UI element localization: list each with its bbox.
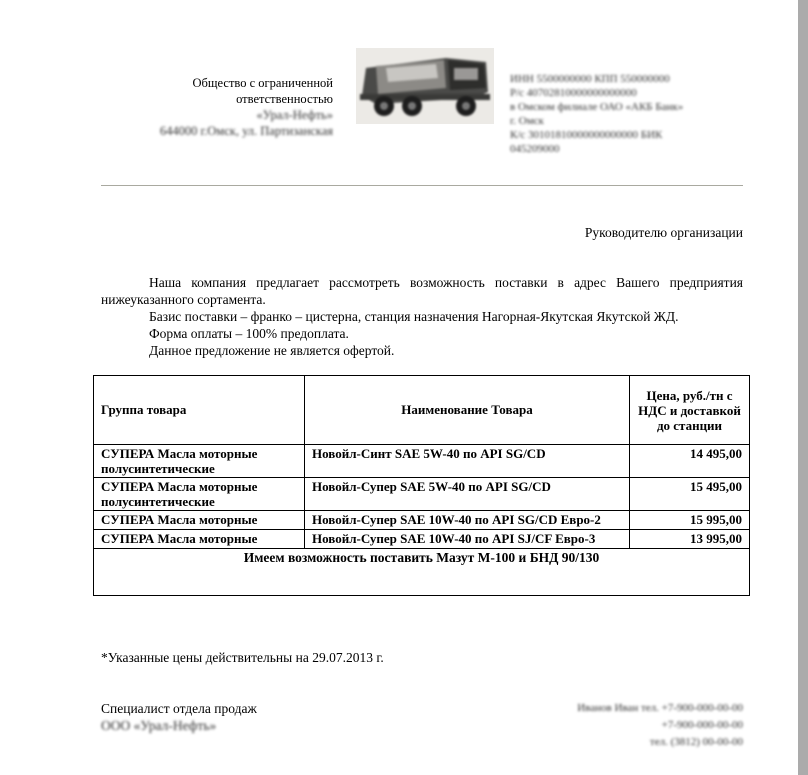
requisite-line: в Омском филиале ОАО «АКБ Банк»: [510, 101, 684, 113]
header-group: Группа товара: [94, 376, 305, 445]
requisite-line: Р/с 40702810000000000000: [510, 87, 637, 99]
table-row: [94, 478, 750, 511]
signer-title: Специалист отдела продаж: [101, 701, 257, 716]
header-name: Наименование Товара: [305, 376, 630, 445]
requisite-line: ИНН 5500000000 КПП 550000000: [510, 73, 670, 85]
contacts-block: [483, 700, 743, 751]
cell-group: СУПЕРА Масла моторные: [94, 511, 305, 530]
table-footer-row: [94, 549, 750, 596]
cell-name: Новойл-Супер SAE 5W-40 по API SG/CD: [305, 478, 630, 511]
cell-group: СУПЕРА Масла моторные полусинтетические: [94, 445, 305, 478]
requisite-line: К/с 30101810000000000000 БИК: [510, 129, 663, 141]
contact-name: Иванов Иван тел. +7-900-000-00-00: [577, 702, 743, 714]
cell-price: 14 495,00: [630, 445, 750, 478]
cell-group: СУПЕРА Масла моторные: [94, 530, 305, 549]
header-divider: [101, 185, 743, 186]
intro-paragraph: Наша компания предлагает рассмотреть возможность поставки в адрес Вашего предприятия нижеуказанного сортамента.: [101, 275, 743, 307]
contact-fax: тел. (3812) 00-00-00: [649, 736, 743, 748]
signature-block: [101, 700, 257, 734]
intro-text: [101, 274, 743, 359]
header-price: Цена, руб./тн с НДС и доставкой до станции: [630, 376, 750, 445]
contact-phone: +7-900-000-00-00: [661, 719, 743, 731]
window-background: [798, 0, 808, 775]
requisite-line: 045209000: [510, 143, 560, 155]
intro-paragraph: Данное предложение не является офертой.: [149, 343, 395, 358]
cell-name: Новойл-Супер SAE 10W-40 по API SJ/CF Евро-3: [305, 530, 630, 549]
recipient-line: Руководителю организации: [584, 225, 743, 240]
company-name: «Урал-Нефть»: [256, 108, 333, 122]
company-line-1: Общество с ограниченной: [192, 76, 333, 90]
company-address: 644000 г.Омск, ул. Партизанская: [159, 124, 333, 138]
cell-price: 15 495,00: [630, 478, 750, 511]
cell-group: СУПЕРА Масла моторные полусинтетические: [94, 478, 305, 511]
requisite-line: г. Омск: [510, 115, 544, 127]
products-table: [93, 375, 750, 596]
company-block: [73, 75, 333, 139]
cell-price: 15 995,00: [630, 511, 750, 530]
company-line-2: ответственностью: [236, 92, 333, 106]
table-row: [94, 445, 750, 478]
cell-name: Новойл-Синт SAE 5W-40 по API SG/CD: [305, 445, 630, 478]
intro-paragraph: Форма оплаты – 100% предоплата.: [149, 326, 349, 341]
cell-price: 13 995,00: [630, 530, 750, 549]
tanker-truck-icon: [356, 48, 494, 124]
table-header-row: [94, 376, 750, 445]
table-row: [94, 511, 750, 530]
table-row: [94, 530, 750, 549]
signer-company: ООО «Урал-Нефть»: [101, 718, 217, 733]
intro-paragraph: Базис поставки – франко – цистерна, станция назначения Нагорная-Якутская Якутской ЖД.: [149, 309, 679, 324]
table-footer: Имеем возможность поставить Мазут М-100 и БНД 90/130: [94, 549, 750, 596]
bank-requisites: [510, 72, 750, 156]
cell-name: Новойл-Супер SAE 10W-40 по API SG/CD Евро-2: [305, 511, 630, 530]
validity-note: *Указанные цены действительны на 29.07.2013 г.: [101, 650, 384, 665]
